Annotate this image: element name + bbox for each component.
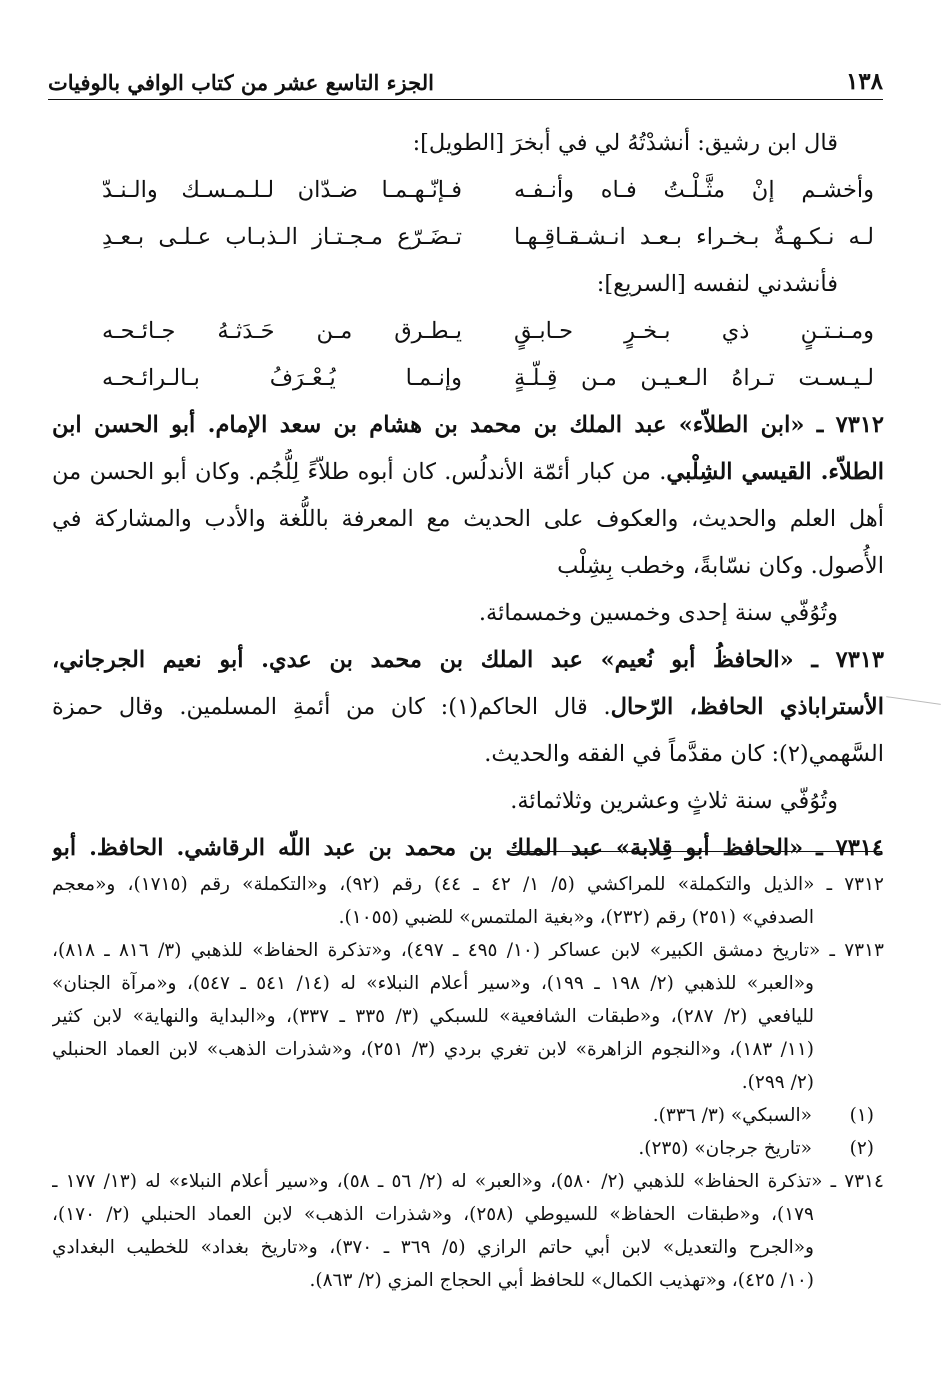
verse-2-second-hemistich: تـضَـرّع مـجـتـاز الـذبـاب عـلـى بـعـدِ [102, 224, 462, 250]
footnote-1 [52, 1099, 884, 1132]
entry-7312-heading: ٧٣١٢ ـ «ابن الطلاّء» عبد الملك بن محمد بن هشام بن سعد الإمام. أبو الحسن ابن [52, 412, 884, 438]
note-7314-line-3: و«الجرح والتعديل» لابن أبي حاتم الرازي (٥/ ٣٦٩ ـ ٣٧٠)، و«تاريخ بغداد» للخطيب البغدادي [52, 1237, 814, 1258]
note-7313-line-5: (٢/ ٢٩٩). [741, 1072, 814, 1093]
entry-7313-line-3: السَّهمي(٢): كان مقدَّماً في الفقه والحديث. [484, 741, 884, 767]
poem-intro-1: قال ابن رشيق: أنشدْتُهُ لي في أبخرَ [الطويل]: [412, 130, 838, 156]
entry-7312-text: . من كبار أئمّة الأندلُس. كان أبوه طلاّءً لِلُّجُم. وكان أبو الحسن من [52, 459, 667, 485]
verse-3-second-hemistich: يـطـرق مـن حَـدَثـهُ جـائـحـه [102, 318, 462, 344]
main-text [52, 120, 884, 872]
note-7312-line-1: ٧٣١٢ ـ «الذيل والتكملة» للمراكشي (٥/ ١/ ٤٢ ـ ٤٤) رقم (٩٢)، و«التكملة» رقم (١٧١٥)، و«معجم [52, 874, 884, 895]
footnote-1-number: (١) [849, 1105, 874, 1126]
footnote-2 [52, 1132, 884, 1165]
entry-7312-death: وتُوُفّي سنة إحدى وخمسين وخمسمائة. [478, 600, 838, 626]
entry-7312-line-4: الأُصول. وكان نسّابةً، وخطب بِشِلْب [557, 553, 884, 579]
page-number: ١٣٨ [845, 68, 883, 95]
entry-7313-text: . قال الحاكم(١): كان من أئمةِ المسلمين. وقال حمزة [52, 694, 611, 720]
footnotes [52, 868, 884, 1297]
verse-4 [52, 355, 884, 402]
note-7313-line-3: لليافعي (٢/ ٢٨٧)، و«طبقات الشافعية» للسبكي (٣/ ٣٣٥ ـ ٣٣٧)، و«البداية والنهاية» لابن كثير [52, 1006, 814, 1027]
footnote-1-text: «السبكي» (٣/ ٣٣٦). [652, 1105, 812, 1126]
verse-3-first-hemistich: ومـنـتـنٍ ذي بـخـرٍ حـابـقٍ [514, 318, 874, 344]
verse-2-first-hemistich: لـه نـكـهـةٌ بـخـراء بـعـد انـشـقـاقِـهـا [514, 224, 874, 250]
entry-7312-name: الطلاّء. القيسي الشِلْبي [666, 459, 884, 485]
verse-1-second-hemistich: فـإنّـهـمـا ضـدّان لـلـمـسـك والـنـدّ [102, 177, 462, 203]
footnote-2-text: «تاريخ جرجان» (٢٣٥). [638, 1138, 812, 1159]
note-7314-line-1: ٧٣١٤ ـ «تذكرة الحفاظ» للذهبي (٢/ ٥٨٠)، و«العبر» له (٢/ ٥٦ ـ ٥٨)، و«سير أعلام النبلاء» له (١٣/ ١٧٧ ـ [52, 1171, 884, 1192]
verse-2 [52, 214, 884, 261]
note-7314-line-4: (١٠/ ٤٢٥)، و«تهذيب الكمال» للحافظ أبي الحجاج المزي (٢/ ٨٦٣). [309, 1270, 814, 1291]
entry-7314-heading: ٧٣١٤ ـ «الحافظ أبو قِلابة» عبد الملك بن محمد بن عبد اللّه الرقاشي. الحافظ. أبو [52, 835, 884, 861]
verse-4-second-hemistich: وإنـمـا يُـعْـرَفُ بـالـرائـحـه [102, 365, 462, 391]
verse-1-first-hemistich: وأخشـم إنْ مثَّـلْـتُ فـاه وأنـفـه [514, 177, 874, 203]
running-header [48, 58, 883, 100]
entry-7313-death: وتُوُفّي سنة ثلاثٍ وعشرين وثلاثمائة. [510, 788, 838, 814]
running-title: الجزء التاسع عشر من كتاب الوافي بالوفيات [48, 70, 434, 95]
margin-scan-mark [886, 696, 941, 705]
footnote-2-number: (٢) [849, 1138, 874, 1159]
note-7313-line-1: ٧٣١٣ ـ «تاريخ دمشق الكبير» لابن عساكر (١٠/ ٤٩٥ ـ ٤٩٧)، و«تذكرة الحفاظ» للذهبي (٣/ ٨١٦ ـ ٨١٨)، [52, 940, 884, 961]
verse-3 [52, 308, 884, 355]
note-7313-line-4: (١١/ ١٨٣)، و«النجوم الزاهرة» لابن تغري بردي (٣/ ٢٥١)، و«شذرات الذهب» لابن العماد الحنبلي [52, 1039, 814, 1060]
entry-7312-line-3: أهل العلم والحديث، والعكوف على الحديث مع المعرفة باللُّغة والأدب والمشاركة في [52, 506, 884, 532]
entry-7312-line-2 [52, 449, 884, 496]
verse-4-first-hemistich: لـيـسـت تـراهُ الـعـيـن مـن قِـلّـةٍ [514, 365, 874, 391]
verse-1 [52, 167, 884, 214]
note-7313-line-2: و«العبر» للذهبي (٢/ ١٩٨ ـ ١٩٩)، و«سير أعلام النبلاء» له (١٤/ ٥٤١ ـ ٥٤٧)، و«مرآة الجنان» [52, 973, 814, 994]
entry-7313-heading: ٧٣١٣ ـ «الحافظُ أبو نُعيم» عبد الملك بن محمد بن عدي. أبو نعيم الجرجاني، [52, 647, 884, 673]
footnote-separator [510, 851, 882, 852]
entry-7313-line-2 [52, 684, 884, 731]
poem-intro-2: فأنشدني لنفسه [السريع]: [596, 271, 838, 297]
note-7312-line-2: الصدفي» (٢٥١) رقم (٢٣٢)، و«بغية الملتمس» للضبي (١٠٥٥). [338, 907, 814, 928]
note-7314-line-2: ١٧٩)، و«طبقات الحفاظ» للسيوطي (٢٥٨)، و«شذرات الذهب» لابن العماد الحنبلي (٢/ ١٧٠)، [52, 1204, 814, 1225]
entry-7313-name: الأستراباذي الحافظ، الرّحال [610, 694, 884, 720]
